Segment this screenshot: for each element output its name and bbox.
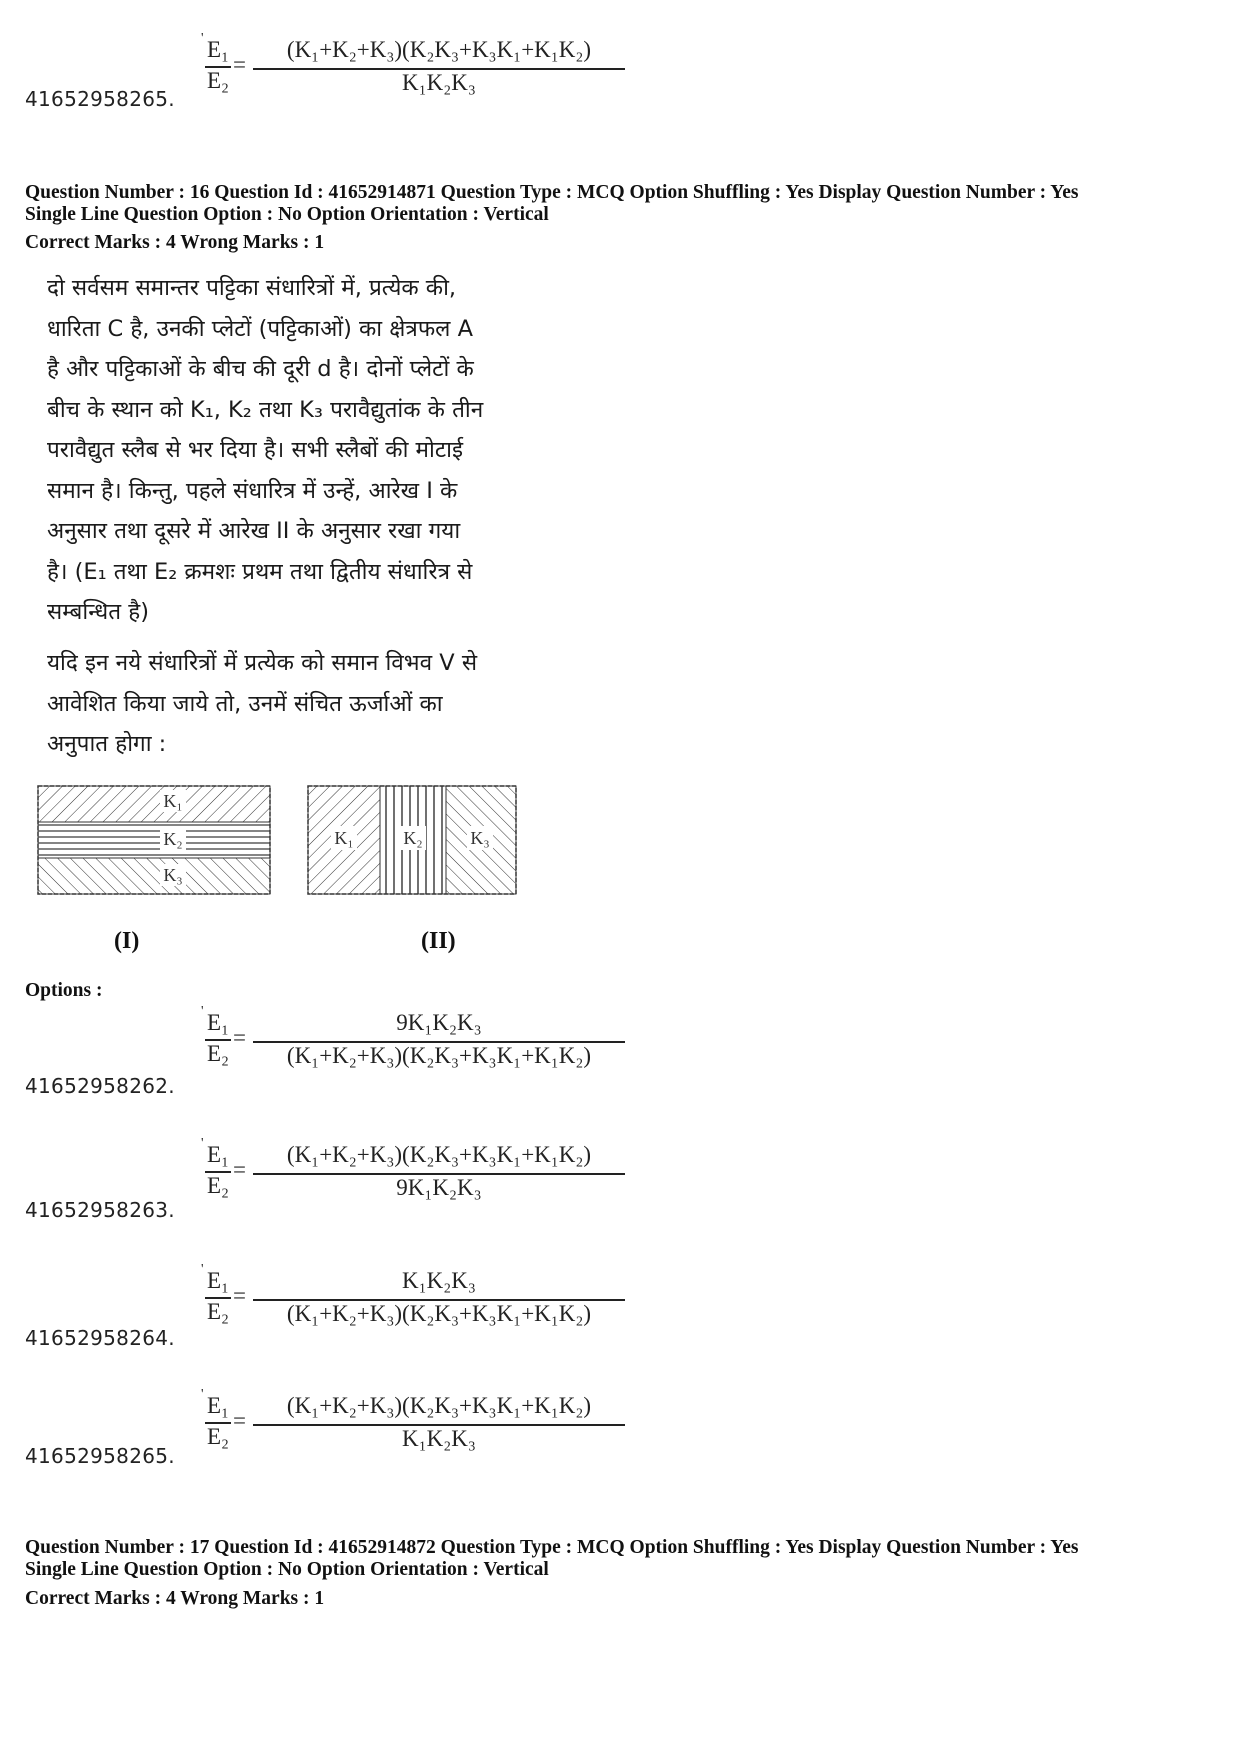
formula-numerator: (K₁+K₂+K₃)(K₂K₃+K₃K₁+K₁K₂) <box>286 1393 592 1418</box>
option-2-formula: ' E₁ E₂ = (K₁+K₂+K₃)(K₂K₃+K₃K₁+K₁K₂) 9K₁K₂K₃ <box>203 1142 633 1212</box>
q16-question-text-2 <box>47 643 547 765</box>
fig1-label-k3: K₃ <box>163 865 183 885</box>
formula-e2: E₂ <box>206 1299 230 1324</box>
fig2-label-k2: K₂ <box>403 828 423 848</box>
q16-text-line: आवेशित किया जाये तो, उनमें संचित ऊर्जाओं का <box>47 690 443 717</box>
fig1-label-k2: K₂ <box>163 829 183 849</box>
q16-text-line: परावैद्युत स्लैब से भर दिया है। सभी स्लैबों की मोटाई <box>47 437 464 463</box>
fig1-label-k1: K₁ <box>163 791 183 811</box>
formula-denominator: 9K₁K₂K₃ <box>396 1175 482 1200</box>
formula-e1: E₁ <box>206 1142 230 1167</box>
formula-e1: E₁ <box>206 37 230 62</box>
capacitor-figure <box>30 780 550 920</box>
options-label: Options : <box>25 980 103 1001</box>
q16-text-line: है और पट्टिकाओं के बीच की दूरी d है। दोनों प्लेटों के <box>47 356 474 382</box>
figure-two <box>308 786 516 894</box>
formula-e1: E₁ <box>206 1268 230 1293</box>
fig2-label-k1: K₁ <box>334 828 354 848</box>
top-option-id[interactable]: 41652958265. <box>25 87 175 111</box>
option-3-formula: ' E₁ E₂ = K₁K₂K₃ (K₁+K₂+K₃)(K₂K₃+K₃K₁+K₁K₂) <box>203 1268 633 1338</box>
fig2-label-k3: K₃ <box>470 828 490 848</box>
q16-text-line: बीच के स्थान को K₁, K₂ तथा K₃ परावैद्युतांक के तीन <box>47 396 484 423</box>
formula-e2: E₂ <box>206 68 230 93</box>
option-1-formula: ' E₁ E₂ = 9K₁K₂K₃ (K₁+K₂+K₃)(K₂K₃+K₃K₁+K₁K₂) <box>203 1010 633 1080</box>
q17-meta-line2: Single Line Question Option : No Option Orientation : Vertical <box>25 1559 549 1580</box>
option-2-id[interactable]: 41652958263. <box>25 1198 175 1222</box>
formula-denominator: (K₁+K₂+K₃)(K₂K₃+K₃K₁+K₁K₂) <box>286 1043 592 1068</box>
q16-text-line: समान है। किन्तु, पहले संधारित्र में उन्हें, आरेख I के <box>47 477 458 504</box>
q16-text-line: यदि इन नये संधारित्रों में प्रत्येक को समान विभव V से <box>47 650 478 676</box>
formula-numerator: (K₁+K₂+K₃)(K₂K₃+K₃K₁+K₁K₂) <box>286 1142 592 1167</box>
formula-e2: E₂ <box>206 1424 230 1449</box>
formula-e2: E₂ <box>206 1173 230 1198</box>
q16-question-text <box>47 268 547 633</box>
top-option-formula: ' E₁ E₂ = (K₁+K₂+K₃)(K₂K₃+K₃K₁+K₁K₂) K₁K₂K₃ <box>203 37 633 107</box>
option-4-id[interactable]: 41652958265. <box>25 1444 175 1468</box>
q16-text-line: है। (E₁ तथा E₂ क्रमशः प्रथम तथा द्वितीय संधारित्र से <box>47 558 473 585</box>
formula-numerator: (K₁+K₂+K₃)(K₂K₃+K₃K₁+K₁K₂) <box>286 37 592 62</box>
q17-meta-line3: Correct Marks : 4 Wrong Marks : 1 <box>25 1588 325 1609</box>
option-4-formula: ' E₁ E₂ = (K₁+K₂+K₃)(K₂K₃+K₃K₁+K₁K₂) K₁K₂K₃ <box>203 1393 633 1463</box>
q16-text-line: दो सर्वसम समान्तर पट्टिका संधारित्रों में, प्रत्येक की, <box>47 275 457 301</box>
formula-numerator: 9K₁K₂K₃ <box>396 1010 482 1035</box>
q16-text-line: अनुपात होगा : <box>47 731 167 757</box>
q16-text-line: सम्बन्धित है) <box>47 599 149 625</box>
formula-denominator: K₁K₂K₃ <box>402 1426 476 1451</box>
formula-denominator: K₁K₂K₃ <box>402 70 476 95</box>
q17-meta-line1: Question Number : 17 Question Id : 41652914872 Question Type : MCQ Option Shuffling : Yes Display Question Number : Yes <box>25 1537 1079 1558</box>
formula-denominator: (K₁+K₂+K₃)(K₂K₃+K₃K₁+K₁K₂) <box>286 1301 592 1326</box>
formula-e2: E₂ <box>206 1041 230 1066</box>
q16-meta-line3: Correct Marks : 4 Wrong Marks : 1 <box>25 232 325 253</box>
q16-text-line: धारिता C है, उनकी प्लेटों (पट्टिकाओं) का क्षेत्रफल A <box>47 315 473 342</box>
formula-e1: E₁ <box>206 1010 230 1035</box>
option-3-id[interactable]: 41652958264. <box>25 1326 175 1350</box>
q16-text-line: अनुसार तथा दूसरे में आरेख II के अनुसार रखा गया <box>47 518 461 544</box>
q16-meta-line2: Single Line Question Option : No Option Orientation : Vertical <box>25 204 549 225</box>
fig1-caption: (I) <box>114 928 140 954</box>
q16-meta-line1: Question Number : 16 Question Id : 41652914871 Question Type : MCQ Option Shuffling : Yes Display Question Number : Yes <box>25 182 1079 203</box>
formula-numerator: K₁K₂K₃ <box>402 1268 476 1293</box>
fig2-caption: (II) <box>421 928 456 954</box>
figure-one <box>38 786 270 894</box>
formula-e1: E₁ <box>206 1393 230 1418</box>
option-1-id[interactable]: 41652958262. <box>25 1074 175 1098</box>
